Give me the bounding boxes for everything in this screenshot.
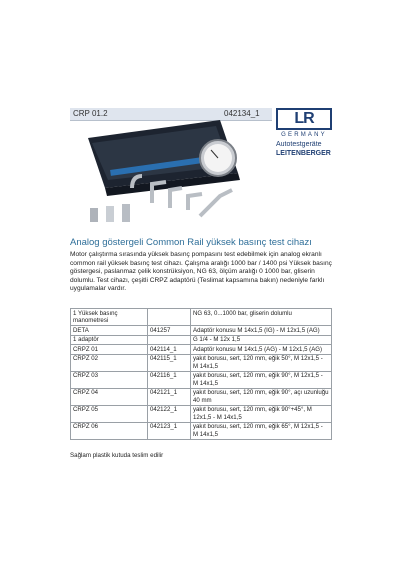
table-cell: 042121_1 bbox=[148, 388, 191, 405]
table-row bbox=[71, 345, 332, 355]
table-cell: yakıt borusu, sert, 120 mm, eğik 90°+45°, M 12x1,5 - M 14x1,5 bbox=[191, 405, 332, 422]
table-cell: 042122_1 bbox=[148, 405, 191, 422]
table-cell: 042115_1 bbox=[148, 354, 191, 371]
table-cell: 041257 bbox=[148, 326, 191, 336]
table-row bbox=[71, 326, 332, 336]
table-cell: G 1/4 - M 12x 1,5 bbox=[191, 335, 332, 345]
table-cell: CRPZ 01 bbox=[71, 345, 148, 355]
table-cell: yakıt borusu, sert, 120 mm, eğik 50°, M 12x1,5 - M 14x1,5 bbox=[191, 354, 332, 371]
table-row bbox=[71, 309, 332, 326]
adapter bbox=[122, 204, 130, 222]
table-cell: 1 Yüksek basınç manometresi bbox=[71, 309, 148, 326]
product-code: CRP 01.2 bbox=[73, 109, 108, 118]
product-title: Analog göstergeli Common Rail yüksek basınç test cihazı bbox=[70, 237, 312, 248]
table-cell bbox=[148, 335, 191, 345]
table-row bbox=[71, 371, 332, 388]
table-cell: CRPZ 04 bbox=[71, 388, 148, 405]
parts-table bbox=[70, 308, 332, 440]
table-cell bbox=[148, 309, 191, 326]
product-description: Motor çalıştırma sırasında yüksek basınç pompasını test edebilmek için analog ekranlı common rail yüksek basınç test cihazı. Çalışma aralığı 1000 bar / 1400 psi Yüksek basınç göstergesi, paslanmaz çelik konstrüksiyon, NG 63, ölçüm aralığı 0 1000 bar, gliserin dolumlu. Test cihazı, çeşitli CRPZ adaptörü (Teslimat kapsamına bakın) nedeniyle farklı uygulamalar vardır. bbox=[70, 251, 332, 293]
table-cell: yakıt borusu, sert, 120 mm, eğik 90°, M 12x1,5 - M 14x1,5 bbox=[191, 371, 332, 388]
table-cell: 042114_1 bbox=[148, 345, 191, 355]
brand-logo: LR bbox=[276, 108, 332, 130]
adapter bbox=[90, 208, 98, 222]
table-cell: NG 63, 0...1000 bar, gliserin dolumlu bbox=[191, 309, 332, 326]
table-cell: Adaptör konusu M 14x1,5 (IG) - M 12x1,5 (AG) bbox=[191, 326, 332, 336]
table-cell: CRPZ 05 bbox=[71, 405, 148, 422]
table-cell: 042116_1 bbox=[148, 371, 191, 388]
logo-country: GERMANY bbox=[281, 132, 327, 138]
table-row bbox=[71, 354, 332, 371]
table-cell: yakıt borusu, sert, 120 mm, eğik 90°, açı uzunluğu 40 mm bbox=[191, 388, 332, 405]
table-cell: yakıt borusu, sert, 120 mm, eğik 65°, M 12x1,5 - M 14x1,5 bbox=[191, 422, 332, 439]
article-number: 042134_1 bbox=[224, 109, 260, 118]
table-cell: CRPZ 02 bbox=[71, 354, 148, 371]
table-cell: Adaptör konusu M 14x1,5 (AG) - M 12x1,5 (AG) bbox=[191, 345, 332, 355]
table-row bbox=[71, 335, 332, 345]
table-cell: CRPZ 06 bbox=[71, 422, 148, 439]
logo-line2: LEITENBERGER bbox=[276, 150, 331, 157]
table-cell: 042123_1 bbox=[148, 422, 191, 439]
table-cell: DETA bbox=[71, 326, 148, 336]
table-cell: 1 adaptör bbox=[71, 335, 148, 345]
product-photo bbox=[70, 118, 270, 236]
delivery-note: Sağlam plastik kutuda teslim edilir bbox=[70, 452, 164, 459]
logo-line1: Autotestgeräte bbox=[276, 141, 322, 148]
fuel-pipe bbox=[200, 190, 232, 216]
table-row bbox=[71, 422, 332, 439]
adapter bbox=[106, 206, 114, 222]
table-row bbox=[71, 388, 332, 405]
table-row bbox=[71, 405, 332, 422]
table-cell: CRPZ 03 bbox=[71, 371, 148, 388]
fuel-pipe bbox=[170, 188, 182, 208]
fuel-pipe bbox=[188, 194, 202, 210]
